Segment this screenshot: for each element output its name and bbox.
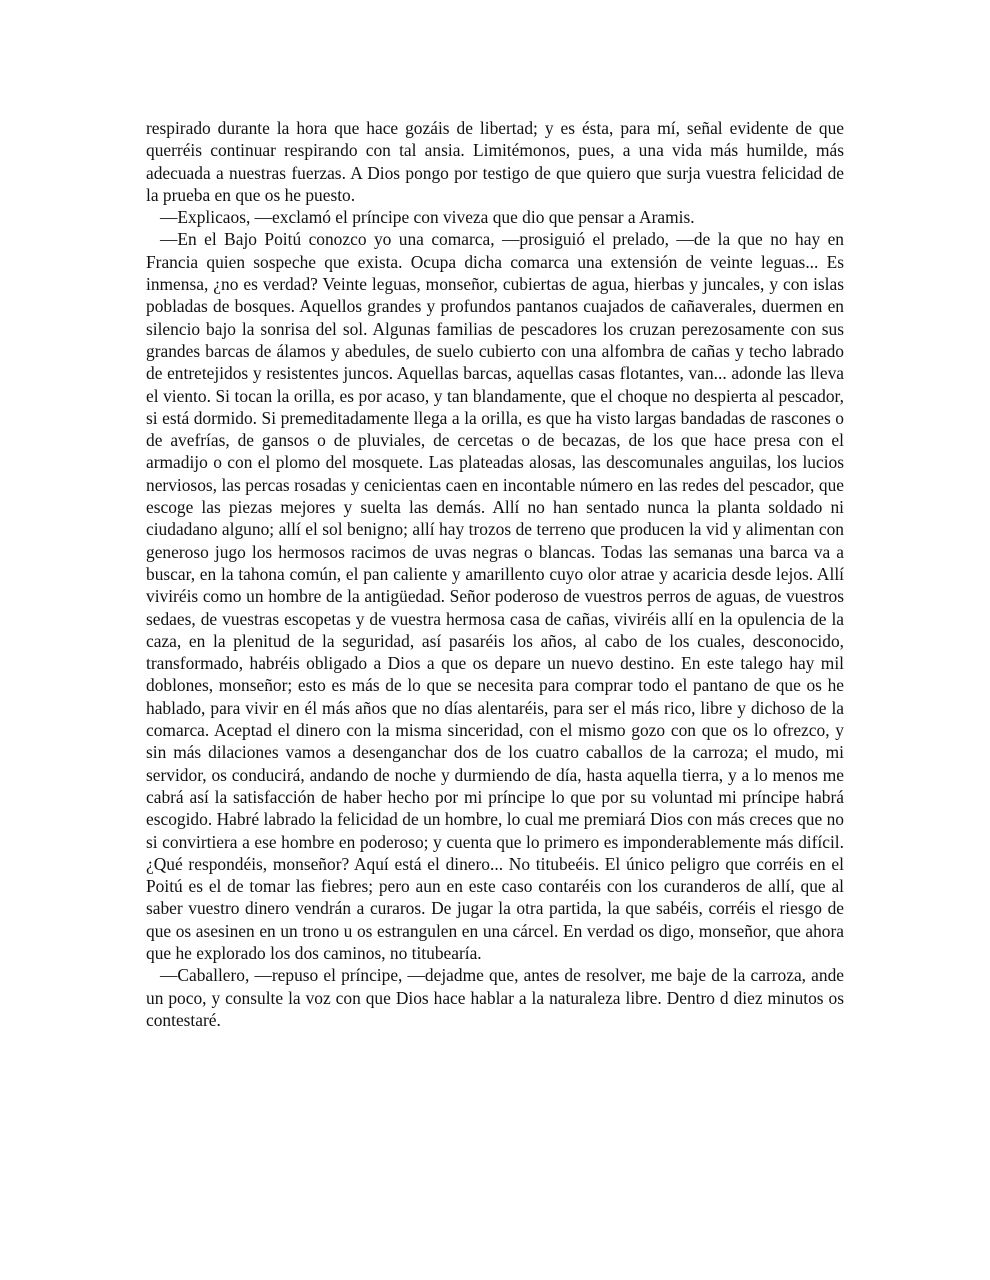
document-page	[146, 117, 844, 1031]
paragraph-dialogue-prince: —Explicaos, —exclamó el príncipe con viveza que dio que pensar a Aramis.	[160, 207, 695, 228]
paragraph-dialogue-prince-reply: —Caballero, —repuso el príncipe, —dejadme que, antes de resolver, me baje de la carroza, ande un poco, y consulte la voz con que Dios hace hablar a la naturaleza libre. Dentro d diez minutos os contestaré.	[146, 965, 844, 1030]
paragraph-dialogue-prelate: —En el Bajo Poitú conozco yo una comarca, —prosiguió el prelado, —de la que no hay en Francia quien sospeche que exista. Ocupa dicha comarca una extensión de veinte leguas... Es inmensa, ¿no es verdad? Veinte leguas, monseñor, cubiertas de agua, hierbas y juncales, y con islas pobladas de bosques. Aquellos grandes y profundos pantanos cuajados de cañaverales, duermen en silencio bajo la sonrisa del sol. Algunas familias de pescadores los cruzan perezosamente con sus grandes barcas de álamos y abedules, de suelo cubierto con una alfombra de cañas y techo labrado de entretejidos y resistentes juncos. Aquellas barcas, aquellas casas flotantes, van... adonde las lleva el viento. Si tocan la orilla, es por acaso, y tan blandamente, que el choque no despierta al pescador, si está dormido. Si premeditadamente llega a la orilla, es que ha visto largas bandadas de rascones o de avefrías, de gansos o de pluviales, de cercetas o de becazas, de los que hace presa con el armadijo o con el plomo del mosquete. Las plateadas alosas, las descomunales anguilas, los lucios nerviosos, las percas rosadas y cenicientas caen en incontable número en las redes del pescador, que escoge las piezas mejores y suelta las demás. Allí no han sentado nunca la planta soldado ni ciudadano alguno; allí el sol benigno; allí hay trozos de terreno que producen la vid y alimentan con generoso jugo los hermosos racimos de uvas negras o blancas. Todas las semanas una barca va a buscar, en la tahona común, el pan caliente y amarillento cuyo olor atrae y acaricia desde lejos. Allí viviréis como un hombre de la antigüedad. Señor poderoso de vuestros perros de aguas, de vuestros sedaes, de vuestras escopetas y de vuestra hermosa casa de cañas, viviréis allí en la opulencia de la caza, en la plenitud de la seguridad, así pasaréis los años, al cabo de los cuales, desconocido, transformado, habréis obligado a Dios a que os depare un nuevo destino. En este talego hay mil doblones, monseñor; esto es más de lo que se necesita para comprar todo el pantano de que os he hablado, para vivir en él más años que no días alentaréis, para ser el más rico, libre y dichoso de la comarca. Aceptad el dinero con la misma sinceridad, con el mismo gozo con que os lo ofrezco, y sin más dilaciones vamos a desenganchar dos de los cuatro caballos de la carroza; el mudo, mi servidor, os conducirá, andando de noche y durmiendo de día, hasta aquella tierra, y a lo menos me cabrá así la satisfacción de haber hecho por mi príncipe lo que por su voluntad mi príncipe habrá escogido. Habré labrado la felicidad de un hombre, lo cual me premiará Dios con más creces que no si convirtiera a ese hombre en poderoso; y cuenta que lo primero es imponderablemente más difícil. ¿Qué respondéis, monseñor? Aquí está el dinero... No titubeéis. El único peligro que corréis en el Poitú es el de tomar las fiebres; pero aun en este caso contaréis con los curanderos de allí, que al saber vuestro dinero vendrán a curaros. De jugar la otra partida, la que sabéis, corréis el riesgo de que os asesinen en un trono u os estrangulen en una cárcel. En verdad os digo, monseñor, que ahora que he explorado los dos caminos, no titubearía.	[146, 229, 844, 963]
paragraph-continuation: respirado durante la hora que hace gozáis de libertad; y es ésta, para mí, señal evidente de que querréis continuar respirando con tal ansia. Limitémonos, pues, a una vida más humilde, más adecuada a nuestras fuerzas. A Dios pongo por testigo de que quiero que surja vuestra felicidad de la prueba en que os he puesto.	[146, 118, 844, 205]
